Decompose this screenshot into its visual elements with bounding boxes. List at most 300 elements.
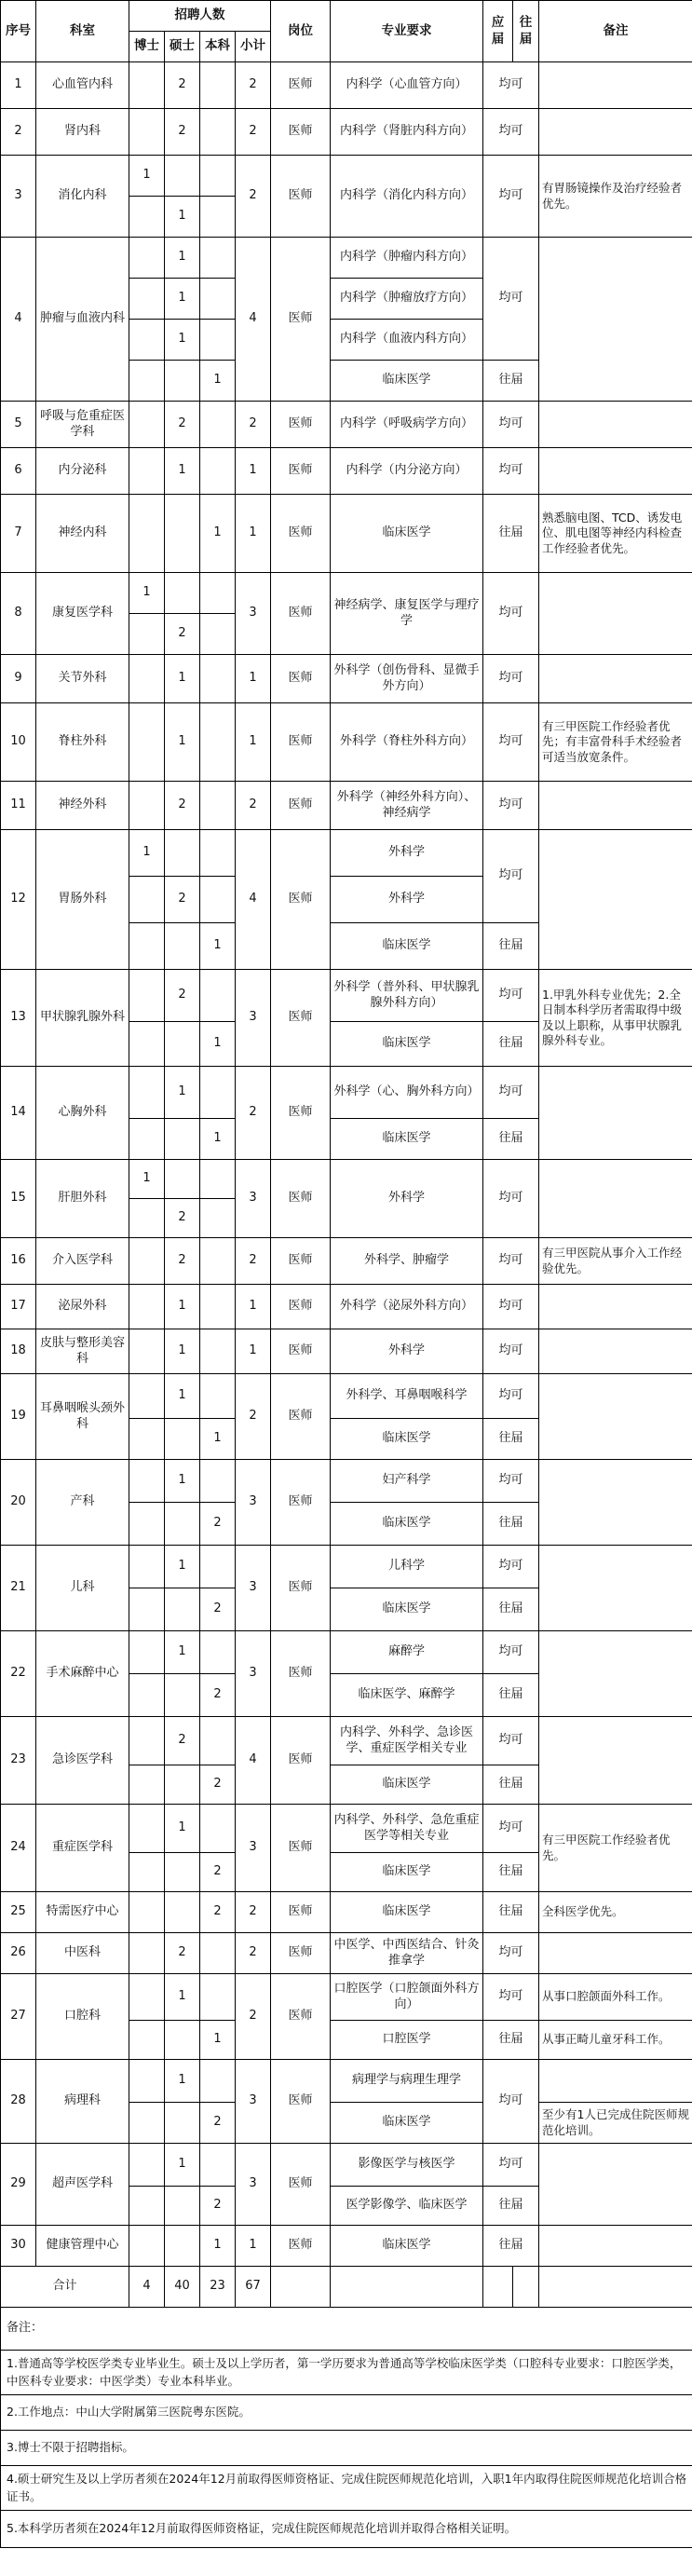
row-note: 至少有1人已完成住院医师规范化培训。: [539, 2103, 692, 2144]
row-fresh-past: 均可: [483, 1933, 539, 1974]
row-seq: 30: [1, 2226, 36, 2267]
count-doctor: 1: [129, 156, 165, 197]
row-fresh-past: 均可: [483, 970, 539, 1022]
row-fresh-past: 往届: [483, 1892, 539, 1933]
row-position: 医师: [271, 2226, 331, 2267]
row-note: [539, 402, 692, 448]
row-major: 外科学、耳鼻咽喉科学: [331, 1374, 483, 1419]
row-dept-name: 产科: [36, 1460, 129, 1546]
row-seq: 18: [1, 1329, 36, 1374]
row-major: 神经病学、康复医学与理疗学: [331, 573, 483, 655]
row-seq: 9: [1, 655, 36, 703]
row-dept-name: 心胸外科: [36, 1067, 129, 1160]
table-row: [1, 495, 692, 573]
row-seq: 5: [1, 402, 36, 448]
count-master: 2: [165, 109, 200, 156]
row-dept-name: 胃肠外科: [36, 830, 129, 970]
count-master: 1: [165, 703, 200, 782]
row-dept-name: 甲状腺乳腺外科: [36, 970, 129, 1067]
row-dept-name: 康复医学科: [36, 573, 129, 655]
count-master: 2: [165, 1717, 200, 1765]
row-fresh-past: 均可: [483, 782, 539, 830]
row-fresh-past: 均可: [483, 830, 539, 923]
row-position: 医师: [271, 1805, 331, 1892]
count-bachelor: [200, 2060, 236, 2103]
row-dept-name: 肾内科: [36, 109, 129, 156]
row-major: 儿科学: [331, 1546, 483, 1588]
row-note: [539, 1285, 692, 1329]
count-bachelor: 2: [200, 1503, 236, 1546]
count-bachelor: [200, 782, 236, 830]
count-master: [165, 1588, 200, 1631]
row-position: 医师: [271, 2060, 331, 2144]
header-position: 岗位: [271, 1, 331, 62]
table-row: [1, 1067, 692, 1119]
count-master: 1: [165, 2060, 200, 2103]
row-fresh-past: 往届: [483, 1503, 539, 1546]
count-master: [165, 1119, 200, 1160]
row-note: [539, 1631, 692, 1717]
count-subtotal: 4: [236, 830, 271, 970]
count-master: [165, 2226, 200, 2267]
row-major: 外科学（泌尿外科方向）: [331, 1285, 483, 1329]
row-seq: 3: [1, 156, 36, 238]
count-bachelor: [200, 1805, 236, 1853]
row-seq: 6: [1, 448, 36, 495]
row-position: 医师: [271, 402, 331, 448]
row-note: [539, 782, 692, 830]
row-seq: 27: [1, 1974, 36, 2060]
count-master: [165, 1892, 200, 1933]
row-position: 医师: [271, 1374, 331, 1460]
row-position: 医师: [271, 1285, 331, 1329]
count-subtotal: 3: [236, 2144, 271, 2226]
row-position: 医师: [271, 1717, 331, 1805]
totals-row: [1, 2267, 692, 2308]
footer-note: 3.博士不限于招聘指标。: [1, 2431, 692, 2466]
header-subtotal: 小计: [236, 32, 271, 62]
row-dept-name: 肿瘤与血液内科: [36, 238, 129, 402]
count-doctor: [129, 2021, 165, 2060]
count-subtotal: 1: [236, 448, 271, 495]
row-dept-name: 脊柱外科: [36, 703, 129, 782]
footer-note-row: [1, 2466, 692, 2511]
count-bachelor: [200, 830, 236, 877]
count-doctor: 1: [129, 1160, 165, 1199]
count-bachelor: 2: [200, 2187, 236, 2226]
row-dept-name: 心血管内科: [36, 62, 129, 109]
row-note: 熟悉脑电图、TCD、诱发电位、肌电图等神经内科检查工作经验者优先。: [539, 495, 692, 573]
row-position: 医师: [271, 1329, 331, 1374]
count-doctor: [129, 2144, 165, 2187]
count-doctor: [129, 1199, 165, 1238]
row-note: 全科医学优先。: [539, 1892, 692, 1933]
row-major: 外科学（创伤骨科、显微手外方向）: [331, 655, 483, 703]
table-row: [1, 970, 692, 1022]
count-doctor: [129, 197, 165, 238]
row-note: 有三甲医院工作经验者优先。: [539, 1805, 692, 1892]
row-note: 有三甲医院从事介入工作经验优先。: [539, 1238, 692, 1285]
count-master: 1: [165, 1546, 200, 1588]
count-master: [165, 573, 200, 614]
row-dept-name: 儿科: [36, 1546, 129, 1631]
row-major: 内科学（肾脏内科方向）: [331, 109, 483, 156]
count-master: 2: [165, 877, 200, 923]
row-dept-name: 超声医学科: [36, 2144, 129, 2226]
count-subtotal: 3: [236, 573, 271, 655]
count-doctor: [129, 923, 165, 970]
row-dept-name: 消化内科: [36, 156, 129, 238]
row-major: 临床医学: [331, 2103, 483, 2144]
count-subtotal: 1: [236, 2226, 271, 2267]
count-master: 1: [165, 238, 200, 279]
row-fresh-past: 往届: [483, 1022, 539, 1067]
count-doctor: [129, 614, 165, 655]
table-row: [1, 62, 692, 109]
row-major: 医学影像学、临床医学: [331, 2187, 483, 2226]
row-dept-name: 手术麻醉中心: [36, 1631, 129, 1717]
table-row: [1, 1933, 692, 1974]
total-master: 40: [165, 2267, 200, 2308]
row-fresh-past: 往届: [483, 1765, 539, 1805]
count-subtotal: 3: [236, 1631, 271, 1717]
table-row: [1, 1805, 692, 1853]
count-bachelor: [200, 279, 236, 320]
count-bachelor: [200, 1329, 236, 1374]
count-subtotal: 2: [236, 782, 271, 830]
row-major: 外科学（脊柱外科方向）: [331, 703, 483, 782]
count-bachelor: 1: [200, 361, 236, 402]
count-master: 2: [165, 402, 200, 448]
count-master: 1: [165, 1460, 200, 1503]
row-major: 内科学（消化内科方向）: [331, 156, 483, 238]
count-master: 1: [165, 448, 200, 495]
row-seq: 15: [1, 1160, 36, 1238]
count-master: [165, 2187, 200, 2226]
header-bachelor: 本科: [200, 32, 236, 62]
count-subtotal: 2: [236, 1892, 271, 1933]
count-master: 1: [165, 1329, 200, 1374]
count-subtotal: 2: [236, 156, 271, 238]
count-bachelor: [200, 877, 236, 923]
row-fresh-past: 均可: [483, 1805, 539, 1853]
count-subtotal: 3: [236, 1805, 271, 1892]
count-doctor: [129, 62, 165, 109]
count-doctor: [129, 1022, 165, 1067]
row-fresh-past: 往届: [483, 1853, 539, 1892]
total-doctor: 4: [129, 2267, 165, 2308]
table-row: [1, 782, 692, 830]
row-fresh-past: 往届: [483, 495, 539, 573]
row-note: [539, 2060, 692, 2103]
total-blank: [513, 2267, 539, 2308]
count-doctor: [129, 1717, 165, 1765]
count-bachelor: [200, 1546, 236, 1588]
count-bachelor: [200, 703, 236, 782]
count-bachelor: 2: [200, 1765, 236, 1805]
table-row: [1, 1631, 692, 1674]
count-doctor: [129, 1374, 165, 1419]
row-dept-name: 特需医疗中心: [36, 1892, 129, 1933]
row-fresh-past: 均可: [483, 1546, 539, 1588]
row-position: 医师: [271, 830, 331, 970]
row-seq: 22: [1, 1631, 36, 1717]
table-footer: [1, 2267, 692, 2548]
row-major: 外科学（心、胸外科方向）: [331, 1067, 483, 1119]
table-header: [1, 1, 692, 62]
row-position: 医师: [271, 1974, 331, 2060]
row-major: 临床医学: [331, 2226, 483, 2267]
count-master: 2: [165, 1933, 200, 1974]
row-major: 临床医学: [331, 361, 483, 402]
table-row: [1, 1717, 692, 1765]
count-master: 1: [165, 2144, 200, 2187]
count-doctor: [129, 448, 165, 495]
row-dept-name: 神经外科: [36, 782, 129, 830]
row-position: 医师: [271, 1460, 331, 1546]
count-master: [165, 1022, 200, 1067]
row-major: 外科学: [331, 830, 483, 877]
header-seq: 序号: [1, 1, 36, 62]
count-doctor: [129, 1419, 165, 1460]
total-blank: [539, 2267, 692, 2308]
row-note: [539, 1329, 692, 1374]
count-doctor: [129, 877, 165, 923]
count-bachelor: 2: [200, 1892, 236, 1933]
row-fresh-past: 均可: [483, 1285, 539, 1329]
row-fresh-past: 往届: [483, 2021, 539, 2060]
row-major: 内科学（血液内科方向）: [331, 320, 483, 361]
row-major: 病理学与病理生理学: [331, 2060, 483, 2103]
count-subtotal: 3: [236, 1160, 271, 1238]
row-major: 临床医学: [331, 923, 483, 970]
count-subtotal: 1: [236, 1329, 271, 1374]
row-position: 医师: [271, 655, 331, 703]
total-bachelor: 23: [200, 2267, 236, 2308]
table-row: [1, 2144, 692, 2187]
table-row: [1, 448, 692, 495]
row-major: 临床医学: [331, 1022, 483, 1067]
row-fresh-past: 均可: [483, 238, 539, 361]
row-dept-name: 介入医学科: [36, 1238, 129, 1285]
row-fresh-past: 均可: [483, 156, 539, 238]
row-seq: 17: [1, 1285, 36, 1329]
table-row: [1, 156, 692, 197]
count-master: [165, 156, 200, 197]
row-fresh-past: 均可: [483, 1160, 539, 1238]
count-doctor: [129, 1805, 165, 1853]
count-master: 2: [165, 614, 200, 655]
table-row: [1, 1374, 692, 1419]
row-position: 医师: [271, 156, 331, 238]
row-position: 医师: [271, 238, 331, 402]
count-bachelor: [200, 1374, 236, 1419]
row-seq: 24: [1, 1805, 36, 1892]
row-note: [539, 62, 692, 109]
count-master: 1: [165, 1631, 200, 1674]
row-major: 外科学: [331, 1160, 483, 1238]
count-master: 2: [165, 62, 200, 109]
count-bachelor: 2: [200, 1853, 236, 1892]
row-fresh-past: 往届: [483, 1419, 539, 1460]
count-doctor: [129, 2060, 165, 2103]
row-fresh-past: 均可: [483, 402, 539, 448]
row-note: [539, 2144, 692, 2226]
row-note: [539, 1160, 692, 1238]
table-row: [1, 1460, 692, 1503]
count-subtotal: 2: [236, 1933, 271, 1974]
count-doctor: [129, 1546, 165, 1588]
count-bachelor: 2: [200, 1588, 236, 1631]
count-subtotal: 1: [236, 703, 271, 782]
count-subtotal: 3: [236, 1460, 271, 1546]
count-bachelor: [200, 655, 236, 703]
row-position: 医师: [271, 109, 331, 156]
table-row: [1, 1238, 692, 1285]
count-bachelor: 1: [200, 1419, 236, 1460]
total-subtotal: 67: [236, 2267, 271, 2308]
row-fresh-past: 均可: [483, 1631, 539, 1674]
count-doctor: [129, 782, 165, 830]
count-bachelor: 1: [200, 2226, 236, 2267]
count-subtotal: 2: [236, 1067, 271, 1160]
row-position: 医师: [271, 782, 331, 830]
count-bachelor: [200, 1238, 236, 1285]
footer-label-row: [1, 2308, 692, 2351]
row-fresh-past: 往届: [483, 1588, 539, 1631]
count-subtotal: 1: [236, 495, 271, 573]
count-bachelor: [200, 62, 236, 109]
row-fresh-past: 往届: [483, 2187, 539, 2226]
row-position: 医师: [271, 62, 331, 109]
footer-note: 1.普通高等学校医学类专业毕业生。硕士及以上学历者，第一学历要求为普通高等学校临床医学类（口腔科专业要求：口腔医学类，中医科专业要求：中医学类）专业本科毕业。: [1, 2351, 692, 2395]
count-master: 1: [165, 197, 200, 238]
row-dept-name: 中医科: [36, 1933, 129, 1974]
count-doctor: [129, 320, 165, 361]
row-major: 内科学、外科学、急危重症医学等相关专业: [331, 1805, 483, 1853]
count-subtotal: 3: [236, 970, 271, 1067]
row-major: 口腔医学（口腔颌面外科方向）: [331, 1974, 483, 2021]
count-master: [165, 1160, 200, 1199]
row-position: 医师: [271, 703, 331, 782]
row-note: 有三甲医院工作经验者优先；有丰富骨科手术经验者可适当放宽条件。: [539, 703, 692, 782]
row-note: [539, 238, 692, 402]
count-master: [165, 1765, 200, 1805]
count-subtotal: 3: [236, 1546, 271, 1631]
row-seq: 1: [1, 62, 36, 109]
row-major: 外科学、肿瘤学: [331, 1238, 483, 1285]
count-master: 1: [165, 1974, 200, 2021]
row-dept-name: 关节外科: [36, 655, 129, 703]
header-doctor: 博士: [129, 32, 165, 62]
row-position: 医师: [271, 495, 331, 573]
row-dept-name: 急诊医学科: [36, 1717, 129, 1805]
count-master: [165, 1674, 200, 1717]
count-subtotal: 1: [236, 655, 271, 703]
row-major: 临床医学: [331, 1503, 483, 1546]
count-master: [165, 1503, 200, 1546]
row-seq: 29: [1, 2144, 36, 2226]
count-doctor: 1: [129, 830, 165, 877]
count-bachelor: [200, 238, 236, 279]
table-row: [1, 1892, 692, 1933]
count-master: 1: [165, 1374, 200, 1419]
count-master: 1: [165, 655, 200, 703]
footer-note-row: [1, 2395, 692, 2431]
row-note: [539, 1460, 692, 1546]
count-master: 2: [165, 1238, 200, 1285]
table-row: [1, 109, 692, 156]
row-position: 医师: [271, 1160, 331, 1238]
row-fresh-past: 均可: [483, 109, 539, 156]
row-fresh-past: 往届: [483, 1119, 539, 1160]
row-major: 内科学（心血管方向）: [331, 62, 483, 109]
row-seq: 7: [1, 495, 36, 573]
count-doctor: [129, 495, 165, 573]
row-dept-name: 呼吸与危重症医学科: [36, 402, 129, 448]
row-seq: 26: [1, 1933, 36, 1974]
row-fresh-past: 均可: [483, 1329, 539, 1374]
count-doctor: [129, 1631, 165, 1674]
table-row: [1, 402, 692, 448]
count-doctor: [129, 1119, 165, 1160]
row-major: 内科学（呼吸病学方向）: [331, 402, 483, 448]
count-subtotal: 4: [236, 238, 271, 402]
count-doctor: [129, 703, 165, 782]
row-fresh-past: 均可: [483, 1067, 539, 1119]
row-fresh-past: 均可: [483, 703, 539, 782]
row-fresh-past: 均可: [483, 2144, 539, 2187]
table-row: [1, 830, 692, 877]
row-major: 临床医学: [331, 495, 483, 573]
footer-note-row: [1, 2511, 692, 2548]
count-subtotal: 2: [236, 1974, 271, 2060]
total-blank: [331, 2267, 483, 2308]
row-position: 医师: [271, 2144, 331, 2226]
row-major: 口腔医学: [331, 2021, 483, 2060]
header-master: 硕士: [165, 32, 200, 62]
footer-note: 4.硕士研究生及以上学历者须在2024年12月前取得医师资格证、完成住院医师规范化培训，入职1年内取得住院医师规范化培训合格证书。: [1, 2466, 692, 2511]
row-major: 外科学: [331, 877, 483, 923]
count-bachelor: [200, 1717, 236, 1765]
row-major: 内科学（肿瘤内科方向）: [331, 238, 483, 279]
count-bachelor: 1: [200, 495, 236, 573]
row-seq: 28: [1, 2060, 36, 2144]
count-subtotal: 2: [236, 109, 271, 156]
count-doctor: [129, 2103, 165, 2144]
row-fresh-past: 均可: [483, 448, 539, 495]
count-subtotal: 1: [236, 1285, 271, 1329]
row-position: 医师: [271, 1933, 331, 1974]
table-row: [1, 1329, 692, 1374]
row-fresh-past: 往届: [483, 923, 539, 970]
row-fresh-past: 往届: [483, 361, 539, 402]
count-doctor: [129, 1933, 165, 1974]
row-major: 内科学、外科学、急诊医学、重症医学相关专业: [331, 1717, 483, 1765]
count-doctor: [129, 1460, 165, 1503]
count-doctor: [129, 1588, 165, 1631]
count-doctor: 1: [129, 573, 165, 614]
count-subtotal: 2: [236, 62, 271, 109]
row-major: 内科学（内分泌方向）: [331, 448, 483, 495]
row-seq: 16: [1, 1238, 36, 1285]
row-fresh-past: 均可: [483, 1238, 539, 1285]
count-doctor: [129, 1892, 165, 1933]
row-dept-name: 内分泌科: [36, 448, 129, 495]
row-fresh-past: 均可: [483, 1974, 539, 2021]
row-position: 医师: [271, 1892, 331, 1933]
row-dept-name: 口腔科: [36, 1974, 129, 2060]
